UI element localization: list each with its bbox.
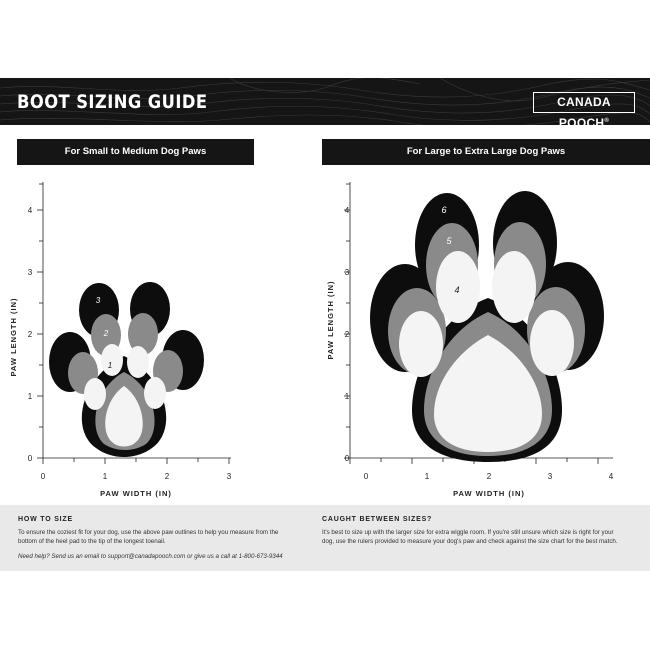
left-x-axis-label: PAW WIDTH (IN) — [100, 489, 172, 498]
left-size-label-2: 2 — [103, 329, 109, 338]
right-x-tick-1: 1 — [424, 472, 430, 481]
left-y-tick-4: 4 — [27, 206, 33, 215]
left-y-tick-3: 3 — [27, 268, 33, 277]
info-footer — [0, 505, 650, 571]
right-size-label-4: 4 — [454, 285, 460, 295]
right-x-tick-3: 3 — [547, 472, 553, 481]
left-y-tick-0: 0 — [27, 454, 33, 463]
how-to-size-text: To ensure the coziest fit for your dog, use the above paw outlines to help you measure from the bottom of the heel pad to the tip of the longest toenail. — [18, 529, 279, 545]
panel-heading-small: For Small to Medium Dog Paws — [17, 139, 254, 165]
how-to-size-heading: HOW TO SIZE — [18, 516, 73, 523]
right-y-tick-2: 2 — [344, 330, 350, 339]
right-y-tick-3: 3 — [344, 268, 350, 277]
right-size-label-5: 5 — [446, 236, 452, 246]
right-y-tick-4: 4 — [344, 206, 350, 215]
right-x-tick-0: 0 — [363, 472, 369, 481]
left-y-axis-label: PAW LENGTH (IN) — [9, 297, 18, 377]
brand-name: CANADA POOCH — [557, 95, 611, 130]
left-y-tick-1: 1 — [27, 392, 33, 401]
right-y-tick-1: 1 — [344, 392, 350, 401]
between-sizes-text: It's best to size up with the larger size for extra wiggle room. If you're still unsure which size is right for your dog, use the rulers provided to measure your dog's paw and check against the size chart for the best match. — [322, 529, 618, 545]
right-x-tick-2: 2 — [486, 472, 492, 481]
help-contact-text: Need help? Send us an email to support@canadapooch.com or give us a call at 1-800-673-9344 — [18, 553, 283, 560]
left-size-label-3: 3 — [95, 296, 101, 305]
right-y-tick-0: 0 — [344, 454, 350, 463]
panel-heading-large: For Large to Extra Large Dog Paws — [322, 139, 650, 165]
right-size-label-6: 6 — [441, 205, 447, 215]
right-y-axis-label: PAW LENGTH (IN) — [326, 280, 335, 360]
left-x-tick-2: 2 — [164, 472, 170, 481]
right-x-axis-label: PAW WIDTH (IN) — [453, 489, 525, 498]
registered-mark: ® — [604, 118, 610, 124]
right-x-tick-4: 4 — [608, 472, 614, 481]
left-x-tick-3: 3 — [226, 472, 232, 481]
between-sizes-section — [322, 516, 622, 546]
left-x-tick-0: 0 — [40, 472, 46, 481]
how-to-size-section — [18, 516, 298, 561]
between-sizes-heading: CAUGHT BETWEEN SIZES? — [322, 516, 433, 523]
page-title: BOOT SIZING GUIDE — [17, 91, 208, 113]
left-y-tick-2: 2 — [27, 330, 33, 339]
left-size-label-1: 1 — [107, 361, 113, 370]
left-x-tick-1: 1 — [102, 472, 108, 481]
